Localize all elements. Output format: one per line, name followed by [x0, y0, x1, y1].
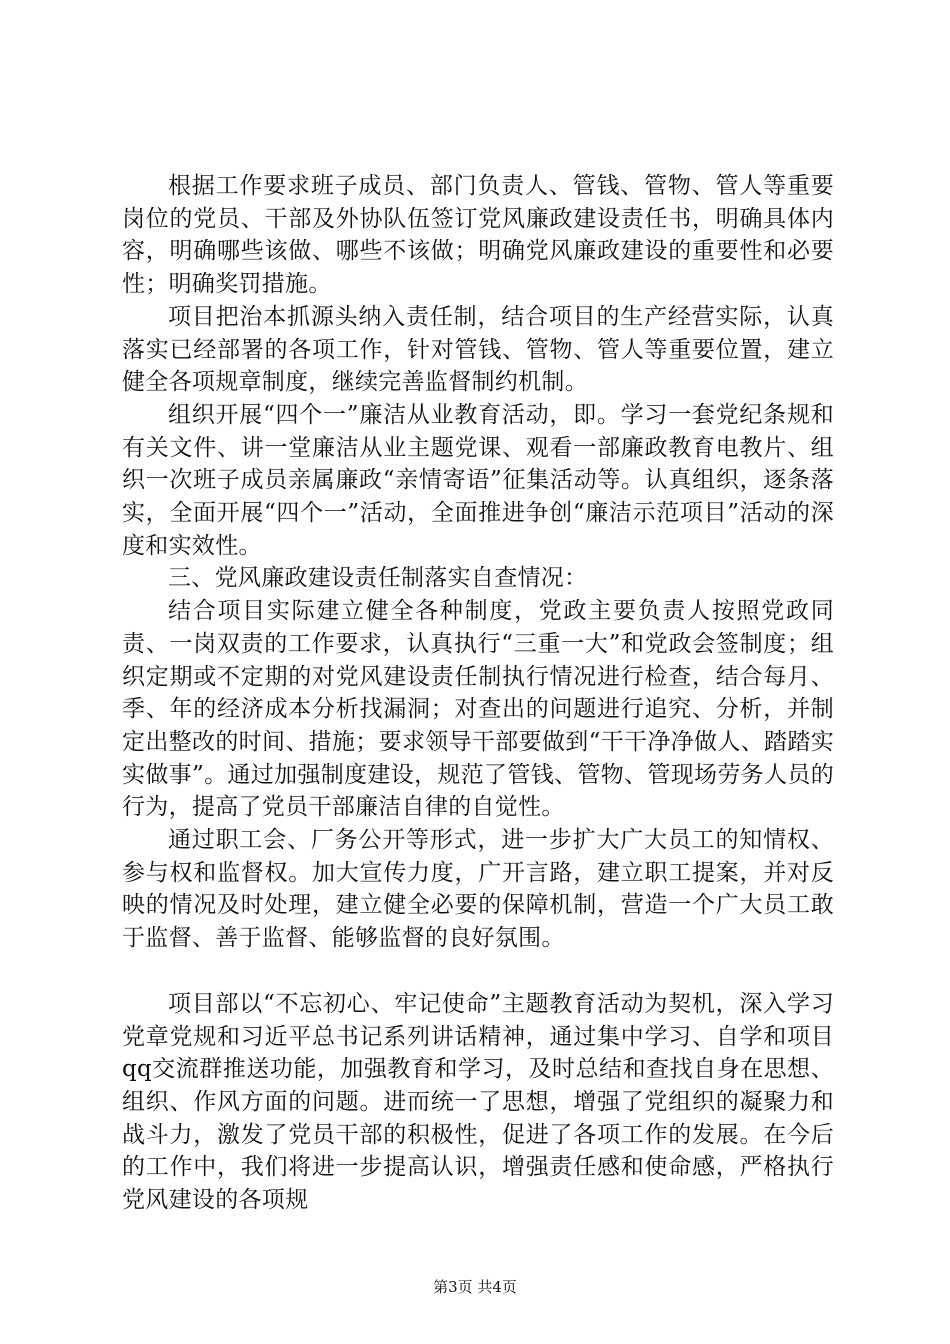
paragraph-system-building: 结合项目实际建立健全各种制度，党政主要负责人按照党政同责、一岗双责的工作要求，认真执行“三重一大”和党政会签制度；组织定期或不定期的对党风建设责任制执行情况进行检查，结合每月、季、年的经济成本分析找漏洞；对查出的问题进行追究、分析，并制定出整改的时间、措施；要求领导干部要做到“干干净净做人、踏踏实实做事”。通过加强制度建设，规范了管钱、管物、管现场劳务人员的行为，提高了党员干部廉洁自律的自觉性。	[122, 598, 834, 821]
paragraph-responsibility-letter: 根据工作要求班子成员、部门负责人、管钱、管物、管人等重要岗位的党员、干部及外协队伍签订党风廉政建设责任书，明确具体内容，明确哪些该做、哪些不该做；明确党风廉政建设的重要性和必要性；明确奖罚措施。	[122, 173, 834, 298]
paragraph-four-ones: 组织开展“四个一”廉洁从业教育活动，即。学习一套党纪条规和有关文件、讲一堂廉洁从业主题党课、观看一部廉政教育电教片、组织一次班子成员亲属廉政“亲情寄语”征集活动等。认真组织，逐条落实，全面开展“四个一”活动，全面推进争创“廉洁示范项目”活动的深度和实效性。	[122, 401, 834, 559]
paragraph-root-cause: 项目把治本抓源头纳入责任制，结合项目的生产经营实际，认真落实已经部署的各项工作，针对管钱、管物、管人等重要位置，建立健全各项规章制度，继续完善监督制约机制。	[122, 303, 834, 396]
page-footer: 第3页 共4页	[433, 1278, 517, 1296]
paragraph-staff-supervision: 通过职工会、厂务公开等形式，进一步扩大广大员工的知情权、参与权和监督权。加大宣传力度，广开言路，建立职工提案，并对反映的情况及时处理，建立健全必要的保障机制，营造一个广大员工敢于监督、善于监督、能够监督的良好氛围。	[122, 827, 834, 952]
document-body	[122, 170, 834, 1217]
section-heading: 三、党风廉政建设责任制落实自查情况：	[168, 565, 588, 592]
paragraph-gap	[122, 955, 834, 988]
paragraph-theme-education: 项目部以“不忘初心、牢记使命”主题教育活动为契机，深入学习党章党规和习近平总书记系列讲话精神，通过集中学习、自学和项目qq交流群推送功能，加强教育和学习，及时总结和查找自身在思想、组织、作风方面的问题。进而统一了思想，增强了党组织的凝聚力和战斗力，激发了党员干部的积极性，促进了各项工作的发展。在今后的工作中，我们将进一步提高认识，增强责任感和使命感，严格执行党风建设的各项规	[122, 990, 834, 1214]
